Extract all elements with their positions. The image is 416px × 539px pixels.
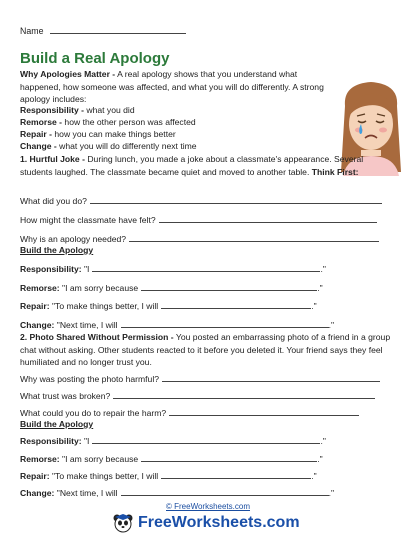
answer-line[interactable] <box>161 469 311 479</box>
scenario-2-heading: 2. Photo Shared Without Permission - <box>20 332 174 342</box>
think-first-label: Think First: <box>311 166 359 177</box>
scenario-1-text: During lunch, you made a joke about a classmate's appearance. Several students laughed. The classmate became quiet and moved to another table. <box>20 154 364 177</box>
apology-label: Change: <box>20 488 55 498</box>
question-label: Why is an apology needed? <box>20 234 127 244</box>
apology-end: ." <box>311 471 317 481</box>
component-change <box>20 140 197 153</box>
answer-line[interactable] <box>141 281 317 291</box>
apology-label: Repair: <box>20 301 50 311</box>
component-responsibility <box>20 104 135 117</box>
apology-label: Responsibility: <box>20 436 82 446</box>
question-row <box>20 389 375 401</box>
footer-copyright-link[interactable]: © FreeWorksheets.com <box>166 502 250 511</box>
answer-line[interactable] <box>159 213 377 223</box>
answer-line[interactable] <box>129 232 379 242</box>
question-label: What trust was broken? <box>20 391 111 401</box>
answer-line[interactable] <box>162 372 380 382</box>
apology-start: "Next time, I will <box>56 320 118 330</box>
apology-start: "To make things better, I will <box>52 471 159 481</box>
component-term: Responsibility - <box>20 105 84 115</box>
apology-end: ." <box>320 436 326 446</box>
brand-free: Free <box>138 514 172 531</box>
build-apology-heading-1: Build the Apology <box>20 245 94 255</box>
name-label: Name <box>20 26 44 36</box>
apology-start: "I <box>84 264 90 274</box>
component-term: Repair - <box>20 129 52 139</box>
apology-end: ." <box>328 488 335 498</box>
apology-start: "I am sorry because <box>62 454 139 464</box>
apology-row <box>20 486 334 498</box>
answer-line[interactable] <box>92 434 320 444</box>
answer-line[interactable] <box>169 406 359 416</box>
apology-start: "Next time, I will <box>56 488 118 498</box>
component-desc: how the other person was affected <box>62 117 196 127</box>
scenario-1-heading: 1. Hurtful Joke - <box>20 154 85 164</box>
footer-logo[interactable] <box>112 513 300 533</box>
apology-row <box>20 318 334 330</box>
apology-row <box>20 299 317 311</box>
apology-label: Remorse: <box>20 454 60 464</box>
apology-row <box>20 452 323 464</box>
component-desc: what you did <box>83 105 135 115</box>
apology-start: "I <box>84 436 90 446</box>
component-term: Change - <box>20 141 57 151</box>
apology-start: "I am sorry because <box>62 283 139 293</box>
question-label: What could you do to repair the harm? <box>20 408 167 418</box>
component-repair <box>20 128 176 141</box>
name-field[interactable] <box>50 24 186 34</box>
component-term: Remorse - <box>20 117 63 127</box>
question-row <box>20 372 380 384</box>
page-title: Build a Real Apology <box>20 50 170 67</box>
apology-start: "To make things better, I will <box>52 301 159 311</box>
question-row <box>20 213 377 225</box>
answer-line[interactable] <box>90 194 382 204</box>
apology-row <box>20 469 317 481</box>
question-row <box>20 194 382 206</box>
apology-label: Repair: <box>20 471 50 481</box>
apology-label: Responsibility: <box>20 264 82 274</box>
apology-row <box>20 281 323 293</box>
question-row <box>20 406 359 418</box>
apology-end: ." <box>317 454 323 464</box>
apology-row <box>20 262 326 274</box>
question-row <box>20 232 379 244</box>
scenario-2-paragraph <box>20 331 398 369</box>
answer-line[interactable] <box>121 318 329 328</box>
question-label: Why was posting the photo harmful? <box>20 374 160 384</box>
apology-end: ." <box>320 264 326 274</box>
component-desc: what you will do differently next time <box>56 141 197 151</box>
apology-label: Change: <box>20 320 55 330</box>
intro-heading: Why Apologies Matter - <box>20 69 116 79</box>
apology-end: ." <box>328 320 335 330</box>
brand-com: .com <box>262 514 300 531</box>
answer-line[interactable] <box>121 486 329 496</box>
name-row <box>20 24 186 36</box>
brand-worksheets: Worksheets <box>171 514 263 531</box>
apology-row <box>20 434 326 446</box>
component-remorse <box>20 116 196 129</box>
footer-brand <box>138 514 300 532</box>
intro-paragraph <box>20 68 332 106</box>
apology-end: ." <box>317 283 323 293</box>
build-apology-heading-2: Build the Apology <box>20 419 94 429</box>
component-desc: how you can make things better <box>52 129 176 139</box>
intro-text: A real apology shows that you understand what happened, how someone was affected, and what you will do differently. A strong apology includes: <box>20 69 324 104</box>
apology-label: Remorse: <box>20 283 60 293</box>
answer-line[interactable] <box>92 262 320 272</box>
scenario-2-text: You posted an embarrassing photo of a friend in a group chat without asking. Other students reacted to it before you deleted it. Your friend says they feel humiliated and no longer trust you. <box>20 332 391 367</box>
panda-icon <box>112 513 134 533</box>
answer-line[interactable] <box>141 452 317 462</box>
answer-line[interactable] <box>113 389 375 399</box>
question-label: What did you do? <box>20 196 87 206</box>
question-label: How might the classmate have felt? <box>20 215 156 225</box>
scenario-1-paragraph <box>20 153 398 178</box>
apology-end: ." <box>311 301 317 311</box>
answer-line[interactable] <box>161 299 311 309</box>
